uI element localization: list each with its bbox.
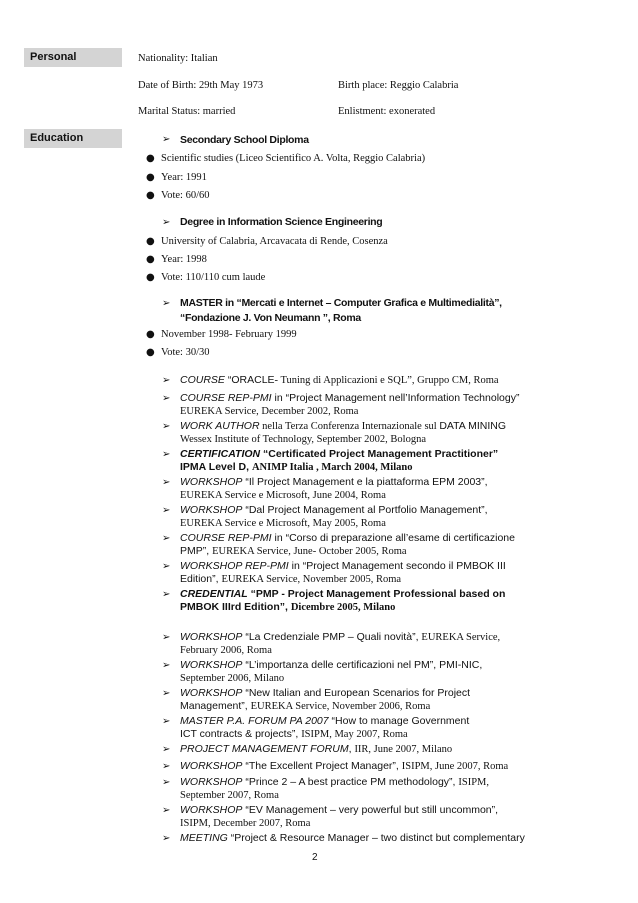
activity-entry xyxy=(180,715,469,728)
activity-description: “Project & Resource Manager – two distinct but complementary xyxy=(227,832,525,844)
activity-description: in “Project Management secondo il PMBOK III xyxy=(288,560,506,572)
activity-description: “How to manage Government xyxy=(328,715,470,727)
activity-organizer: DATA MINING xyxy=(439,420,507,432)
arrow-bullet-icon: ➢ xyxy=(162,421,171,432)
activity-description: in “Corso di preparazione all’esame di certificazione xyxy=(271,532,515,544)
activity-description: “Certificated Project Management Practitioner” xyxy=(260,448,499,460)
activity-type: WORKSHOP xyxy=(180,804,243,816)
activity-type: WORK AUTHOR xyxy=(180,420,260,432)
master-title: MASTER in “Mercati e Internet – Computer Grafica e Multimedialità”, xyxy=(180,297,502,309)
activity-type: WORKSHOP xyxy=(180,504,243,516)
activity-type: WORKSHOP xyxy=(180,760,243,772)
degree-vote: Vote: 110/110 cum laude xyxy=(161,272,266,283)
activity-date-place: EUREKA Service e Microsoft, May 2005, Roma xyxy=(180,518,386,529)
activity-date-place: EUREKA Service, November 2006, Roma xyxy=(250,701,431,712)
activity-date-place: February 2006, Roma xyxy=(180,645,272,656)
degree-university: University of Calabria, Arcavacata di Rende, Cosenza xyxy=(161,236,388,247)
arrow-bullet-icon: ➢ xyxy=(162,561,171,572)
activity-date-place: EUREKA Service, November 2005, Roma xyxy=(221,574,402,585)
activity-description: “EV Management – very powerful but still uncommon”, xyxy=(242,804,499,816)
activity-type: WORKSHOP REP-PMI xyxy=(180,560,289,572)
diploma-title: Secondary School Diploma xyxy=(180,134,309,146)
arrow-bullet-icon: ➢ xyxy=(162,375,171,386)
activity-date-place: ISIPM, May 2007, Roma xyxy=(301,729,408,740)
activity-type: CERTIFICATION xyxy=(180,448,261,460)
activity-organizer: ISIPM, xyxy=(458,777,489,788)
arrow-bullet-icon: ➢ xyxy=(162,134,171,145)
activity-details xyxy=(180,433,426,446)
date-of-birth: Date of Birth: 29th May 1973 xyxy=(138,80,264,91)
activity-organizer: ISIPM, June 2007, Roma xyxy=(401,761,509,772)
bullet-icon: ● xyxy=(146,254,155,265)
diploma-vote: Vote: 60/60 xyxy=(161,190,210,201)
activity-type: CREDENTIAL xyxy=(180,588,248,600)
activity-details xyxy=(180,405,358,418)
page-number: 2 xyxy=(312,852,318,863)
activity-entry xyxy=(180,420,506,433)
arrow-bullet-icon: ➢ xyxy=(162,477,171,488)
activity-date-place: September 2007, Roma xyxy=(180,790,279,801)
activity-details xyxy=(180,728,408,741)
marital-status: Marital Status: married xyxy=(138,106,236,117)
activity-date-place: EUREKA Service, December 2002, Roma xyxy=(180,406,359,417)
bullet-icon: ● xyxy=(146,329,155,340)
activity-description: “ORACLE xyxy=(224,374,275,386)
activity-description: “PMP - Project Management Professional based on xyxy=(247,588,506,600)
activity-description: “New Italian and European Scenarios for Project xyxy=(242,687,471,699)
activity-entry xyxy=(180,687,470,700)
arrow-bullet-icon: ➢ xyxy=(162,449,171,460)
arrow-bullet-icon: ➢ xyxy=(162,716,171,727)
birth-place: Birth place: Reggio Calabria xyxy=(338,80,459,91)
activity-details xyxy=(180,545,407,558)
arrow-bullet-icon: ➢ xyxy=(162,393,171,404)
activity-type: MEETING xyxy=(180,832,228,844)
activity-details xyxy=(180,601,395,614)
activity-date-place: Wessex Institute of Technology, September 2002, Bologna xyxy=(180,434,427,445)
activity-entry xyxy=(180,631,500,644)
master-dates: November 1998- February 1999 xyxy=(161,329,297,340)
arrow-bullet-icon: ➢ xyxy=(162,744,171,755)
activity-organizer: EUREKA Service, xyxy=(421,632,501,643)
activity-description-cont: Management”, xyxy=(180,700,251,712)
activity-details xyxy=(180,672,284,685)
arrow-bullet-icon: ➢ xyxy=(162,688,171,699)
arrow-bullet-icon: ➢ xyxy=(162,805,171,816)
activity-type: WORKSHOP xyxy=(180,776,243,788)
activity-entry xyxy=(180,476,488,489)
activity-details xyxy=(180,700,430,713)
activity-description: , xyxy=(348,743,355,755)
arrow-bullet-icon: ➢ xyxy=(162,761,171,772)
activity-entry xyxy=(180,448,498,461)
activity-date-place: EUREKA Service e Microsoft, June 2004, Roma xyxy=(180,490,386,501)
section-label-education: Education xyxy=(24,129,122,148)
activity-details xyxy=(180,644,272,657)
arrow-bullet-icon: ➢ xyxy=(162,589,171,600)
activity-details xyxy=(180,517,386,530)
activity-description: “Prince 2 – A best practice PM methodology”, xyxy=(242,776,459,788)
activity-organizer: - Tuning di Applicazioni e SQL”, Gruppo CM, Roma xyxy=(274,375,499,386)
activity-entry xyxy=(180,588,505,601)
activity-entry xyxy=(180,659,482,672)
activity-date-place: ANIMP Italia , March 2004, Milano xyxy=(251,462,413,473)
activity-description-cont: IPMA Level D, xyxy=(180,461,252,473)
activity-type: MASTER P.A. FORUM PA 2007 xyxy=(180,715,329,727)
activity-entry xyxy=(180,760,508,773)
activity-description: “L’importanza delle certificazioni nel PM”, PMI-NIC, xyxy=(242,659,483,671)
arrow-bullet-icon: ➢ xyxy=(162,660,171,671)
activity-entry xyxy=(180,504,488,517)
activity-type: COURSE REP-PMI xyxy=(180,532,272,544)
activity-description: “La Credenziale PMP – Quali novità”, xyxy=(242,631,422,643)
arrow-bullet-icon: ➢ xyxy=(162,632,171,643)
activity-date-place: EUREKA Service, June- October 2005, Roma xyxy=(212,546,407,557)
enlistment: Enlistment: exonerated xyxy=(338,106,436,117)
activity-type: WORKSHOP xyxy=(180,476,243,488)
activity-entry xyxy=(180,832,525,845)
master-foundation: “Fondazione J. Von Neumann ”, Roma xyxy=(180,312,361,324)
activity-entry xyxy=(180,804,498,817)
activity-date-place: Dicembre 2005, Milano xyxy=(290,602,396,613)
arrow-bullet-icon: ➢ xyxy=(162,777,171,788)
bullet-icon: ● xyxy=(146,347,155,358)
activity-type: WORKSHOP xyxy=(180,659,243,671)
activity-description: “Il Project Management e la piattaforma EPM 2003”, xyxy=(242,476,488,488)
activity-entry xyxy=(180,392,519,405)
bullet-icon: ● xyxy=(146,153,155,164)
activity-date-place: September 2006, Milano xyxy=(180,673,285,684)
activity-entry xyxy=(180,776,489,789)
arrow-bullet-icon: ➢ xyxy=(162,217,171,228)
arrow-bullet-icon: ➢ xyxy=(162,298,171,309)
activity-description-cont: ICT contracts & projects”, xyxy=(180,728,302,740)
diploma-year: Year: 1991 xyxy=(161,172,207,183)
activity-details xyxy=(180,461,412,474)
activity-date-place: ISIPM, December 2007, Roma xyxy=(180,818,311,829)
activity-entry xyxy=(180,374,499,387)
diploma-school: Scientific studies (Liceo Scientifico A. Volta, Reggio Calabria) xyxy=(161,153,426,164)
activity-organizer: IIR, June 2007, Milano xyxy=(354,744,453,755)
arrow-bullet-icon: ➢ xyxy=(162,505,171,516)
activity-type: WORKSHOP xyxy=(180,631,243,643)
section-label-personal: Personal xyxy=(24,48,122,67)
activity-description: “The Excellent Project Manager”, xyxy=(242,760,402,772)
activity-details xyxy=(180,789,279,802)
activity-entry xyxy=(180,532,515,545)
activity-type: COURSE REP-PMI xyxy=(180,392,272,404)
nationality: Nationality: Italian xyxy=(138,53,218,64)
activity-description-cont: PMBOK IIIrd Edition”, xyxy=(180,601,291,613)
master-vote: Vote: 30/30 xyxy=(161,347,210,358)
bullet-icon: ● xyxy=(146,272,155,283)
degree-year: Year: 1998 xyxy=(161,254,207,265)
activity-description-cont: PMP”, xyxy=(180,545,213,557)
degree-title: Degree in Information Science Engineering xyxy=(180,216,383,228)
activity-description: nella Terza Conferenza Internazionale sul xyxy=(259,421,440,432)
activity-details xyxy=(180,489,386,502)
activity-type: PROJECT MANAGEMENT FORUM xyxy=(180,743,349,755)
activity-entry xyxy=(180,743,452,756)
arrow-bullet-icon: ➢ xyxy=(162,533,171,544)
activity-details xyxy=(180,817,310,830)
activity-description: “Dal Project Management al Portfolio Management”, xyxy=(242,504,488,516)
bullet-icon: ● xyxy=(146,190,155,201)
activity-description-cont: Edition”, xyxy=(180,573,222,585)
activity-type: COURSE xyxy=(180,374,225,386)
activity-details xyxy=(180,573,401,586)
arrow-bullet-icon: ➢ xyxy=(162,833,171,844)
activity-description: in “Project Management nell’Information Technology” xyxy=(271,392,520,404)
bullet-icon: ● xyxy=(146,172,155,183)
activity-type: WORKSHOP xyxy=(180,687,243,699)
activity-entry xyxy=(180,560,506,573)
bullet-icon: ● xyxy=(146,236,155,247)
